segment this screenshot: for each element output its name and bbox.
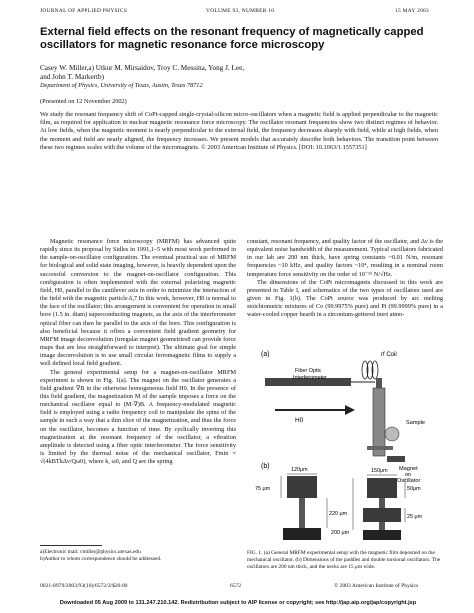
figure-1 bbox=[247, 344, 443, 546]
fiber-label-1: Fiber Optic bbox=[295, 368, 322, 374]
authors-line-1: Casey W. Miller,a) Utkur M. Mirsaidov, Troy C. Messina, Yong J. Lee, bbox=[40, 64, 245, 72]
paragraph: constant, resonant frequency, and quality factor of the oscillator, and Δν is the equivalent noise bandwidth of the measurement. Typical oscillators fabricated in our lab are 200 nm thick, have spring constants ~0.01 N/m, resonant frequencies ~10 kHz, and quality factors ~10⁴, resulting in a nominal room temperature force sensitivity on the order of 10⁻¹⁵ N/√Hz. bbox=[247, 238, 443, 278]
journal-name: JOURNAL OF APPLIED PHYSICS bbox=[40, 8, 128, 14]
figure-label-a: (a) bbox=[261, 351, 270, 358]
figure-caption: FIG. 1. (a) General MRFM experimental setup with the magnetic film deposited on the mechanical oscillator. (b) Dimensions of the paddles and double torsional oscillators. The oscillators are 200 nm thick, and the necks are 15 μm wide. bbox=[247, 550, 441, 570]
rf-coil bbox=[362, 361, 378, 379]
volume-number: VOLUME 93, NUMBER 10 bbox=[206, 8, 275, 14]
authors-line-2: and John T. Markertb) bbox=[40, 72, 105, 81]
dim-150: 150μm bbox=[371, 468, 388, 474]
page-number: 6572 bbox=[230, 583, 242, 589]
footer-copyright: © 2003 American Institute of Physics bbox=[334, 583, 419, 589]
oscillator-assembly bbox=[367, 378, 405, 462]
dim-120: 120μm bbox=[291, 467, 308, 473]
footnote-b: b)Author to whom correspondence should be addressed. bbox=[40, 556, 162, 562]
paragraph: The dimensions of the CoPt micromagnets discussed in this work are presented in Table I, and schematics of the two types of oscillators used are given in Fig. 1(b). The CoPt source was produced by arc melting stoichiometric mixtures of Co (99.9975% pure) and Pt (99.9999% pure) in a water-cooled copper hearth in a zirconium-gettered inert atmo- bbox=[247, 278, 443, 319]
authors bbox=[40, 64, 244, 82]
double-torsional-oscillator bbox=[363, 478, 401, 540]
footnote-a: a)Electronic mail: cmiller@physics.utexas.edu bbox=[40, 549, 141, 555]
affiliation: Department of Physics, University of Texas, Austin, Texas 78712 bbox=[40, 82, 203, 89]
dim-25: 25 μm bbox=[407, 514, 423, 520]
right-column bbox=[247, 238, 443, 320]
footnote-divider bbox=[40, 545, 102, 546]
magnet-label-1: Magnet bbox=[399, 466, 418, 472]
sample-label: Sample bbox=[406, 420, 425, 426]
received-date: (Presented on 12 November 2002) bbox=[40, 98, 127, 105]
issue-date: 15 MAY 2003 bbox=[395, 8, 430, 14]
h0-label: H0 bbox=[295, 417, 304, 424]
paper-title: External field effects on the resonant frequency of magnetically capped oscillators for magnetic resonance force microscopy bbox=[40, 26, 424, 51]
rf-coil-label: rf Coil bbox=[381, 352, 397, 358]
magnet-label-3: Oscillator bbox=[397, 478, 421, 484]
dim-220: 220 μm bbox=[329, 511, 348, 517]
dim-75: 75 μm bbox=[255, 486, 271, 492]
figure-label-b: (b) bbox=[261, 463, 270, 470]
h0-arrow bbox=[275, 405, 355, 415]
footnotes bbox=[40, 549, 236, 563]
magnet-label-2: on bbox=[405, 472, 412, 478]
paddle-oscillator bbox=[283, 476, 321, 540]
footer-doi: 0021-8979/2003/93(10)/6572/3/$20.00 bbox=[40, 583, 128, 589]
paragraph: The general experimental setup for a magnet-on-oscillator MRFM experiment is shown in Fig. 1(a). The magnet on the oscillator generates a field gradient ∇B in the otherwise homogeneous field H0. In the presence of this field gradient, the magnetization M of the sample imposes a force on the mechanical oscillator equal to (M·∇)B. A frequency-modulated magnetic field is employed using a radio frequency coil to manipulate the spins of the sample in such a way that a thin slice of the magnetization, and thus the force on the oscillator, becomes a function of time. By cyclically inverting this magnetization at the resonant frequency of the oscillator, a vibration amplitude is detected using a fiber optic interferometer. The force sensitivity is limited by the thermal noise of the mechanical oscillator, Fmin = √(4kBTkΔν/Qω0), where k, ω0, and Q are the spring bbox=[40, 368, 236, 466]
fiber-label-2: Interferometer bbox=[293, 375, 327, 381]
dim-200: 200 μm bbox=[331, 530, 350, 536]
dim-50: 50μm bbox=[407, 486, 421, 492]
paragraph: Magnetic resonance force microscopy (MRFM) has advanced quite rapidly since its proposal by Sidles in 1991,1–5 with most work performed in the sample-on-oscillator configuration. The eventual practical use of MRFM for biological and solid state imaging, however, is heavily dependent upon the successful conversion to the magnet-on-oscillator configuration. This configuration is often implemented with the external polarizing magnetic field, H0, parallel to the cantilever axis in order to minimize the interaction of the field with the magnetic particle.6,7 In this work, however, H0 is normal to the face of the oscillator; this arrangement is convenient for operation in small bore (1.5 in. diam) superconducting magnets, as the axis of the interferometer optical fiber can then be parallel to the axis of the bore. This configuration is also beneficial because it offers a convenient field gradient geometry for MRFM image deconvolution (irregular magnet geometries8 can provide force maps that are less straightforward to interpret). The ultimate goal for simple image deconvolution is to use small circular ferromagnetic films to supply a well defined local field gradient. bbox=[40, 238, 236, 368]
abstract: We study the resonant frequency shift of CoPt-capped single-crystal-silicon micro-oscillators when a magnetic field is applied perpendicular to the magnetic film, as required for application to nuclear magnetic resonance force microscopy. The oscillator resonant frequencies show two distinct regimes of behavior. At low fields, when the magnetic moment is nearly perpendicular to the external field, the frequency decreases sharply with field, while at high fields, when the moment and field are nearly aligned, the frequency increases. We present models that accurately describe both behaviors. The transition point between these two regimes scales with the volume of the micromagnets. © 2003 American Institute of Physics. [DOI: 10.1063/1.1557351] bbox=[40, 111, 438, 151]
download-notice: Downloaded 05 Aug 2009 to 131.247.210.142. Redistribution subject to AIP license or copyright; see http://jap.aip.org/jap/copyright.jsp bbox=[59, 600, 417, 606]
left-column bbox=[40, 238, 236, 466]
